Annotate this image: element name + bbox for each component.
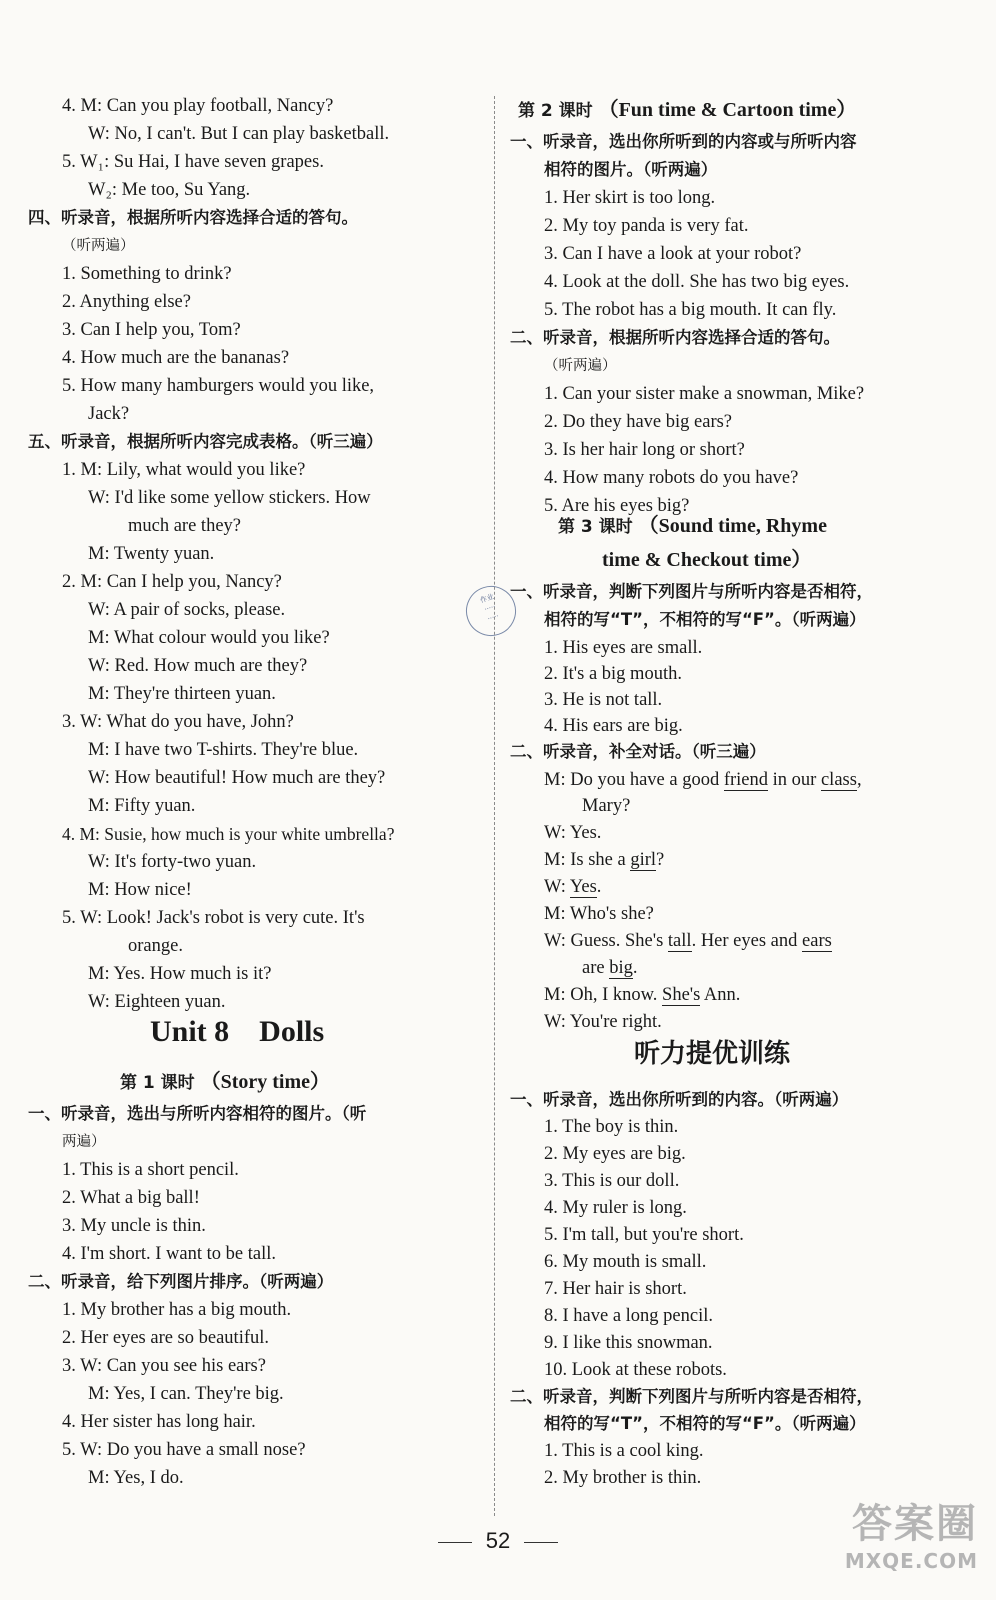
text-line: M: I have two T-shirts. They're blue. — [88, 740, 359, 760]
answer-blank: Yes — [569, 877, 597, 897]
section-heading: 二、听录音，根据所听内容选择合适的答句。 — [510, 328, 840, 347]
text-line: 5. Are his eyes big? — [544, 496, 690, 516]
lesson-title: time & Checkout time） — [602, 549, 812, 571]
section-heading: 一、听录音，选出你所听到的内容或与所听内容 — [510, 132, 857, 151]
text-line: 9. I like this snowman. — [544, 1333, 713, 1353]
text-line: much are they? — [128, 516, 241, 536]
text-line: 5. The robot has a big mouth. It can fly. — [544, 300, 837, 320]
text-line: 3. Can I have a look at your robot? — [544, 244, 802, 264]
page-number-dash — [524, 1542, 558, 1543]
text-line: 2. Her eyes are so beautiful. — [62, 1328, 270, 1348]
text-line: 3. He is not tall. — [544, 690, 663, 710]
column-divider — [494, 96, 495, 1516]
lesson-heading — [518, 96, 856, 125]
text-line: 3. W: What do you have, John? — [62, 712, 294, 732]
text-line: 2. Anything else? — [62, 292, 191, 312]
section-heading: 相符的图片。（听两遍） — [544, 160, 718, 179]
dialog-line: Mary? — [582, 796, 631, 816]
text-line: 1. M: Lily, what would you like? — [62, 460, 306, 480]
text-line: M: Yes. How much is it? — [88, 964, 272, 984]
text-line: orange. — [128, 936, 183, 956]
watermark-url: MXQE.COM — [844, 1549, 978, 1573]
answer-blank: big — [609, 958, 633, 978]
section-heading: 一、听录音，选出与所听内容相符的图片。（听 — [28, 1104, 367, 1123]
lesson-title: （Sound time, Rhyme — [638, 515, 827, 537]
text-line: W₂: Me too, Su Yang. — [88, 180, 251, 200]
text-line: 2. M: Can I help you, Nancy? — [62, 572, 282, 592]
answer-blank: girl — [630, 850, 657, 870]
text-line: W: Eighteen yuan. — [88, 992, 226, 1012]
text-line: 3. W: Can you see his ears? — [62, 1356, 266, 1376]
text-line: M: They're thirteen yuan. — [88, 684, 276, 704]
section-heading: 四、听录音，根据所听内容选择合适的答句。 — [28, 208, 358, 227]
text-line: 5. I'm tall, but you're short. — [544, 1225, 744, 1245]
lesson-number: 第 2 课时 — [518, 101, 593, 121]
dialog-line: M: Who's she? — [544, 904, 654, 924]
text-line: 4. Look at the doll. She has two big eyes. — [544, 272, 850, 292]
text-line: W: It's forty-two yuan. — [88, 852, 257, 872]
lesson-title: （Story time） — [200, 1071, 331, 1093]
dialog-line: W: Yes. — [544, 823, 602, 843]
text-line: 2. It's a big mouth. — [544, 664, 682, 684]
text-line: 3. Can I help you, Tom? — [62, 320, 241, 340]
text-line: 4. How many robots do you have? — [544, 468, 799, 488]
text-line: 8. I have a long pencil. — [544, 1306, 714, 1326]
section-heading: 二、听录音，给下列图片排序。（听两遍） — [28, 1272, 334, 1291]
section-title: 听力提优训练 — [634, 1039, 791, 1069]
text-line: M: Twenty yuan. — [88, 544, 215, 564]
text-line: 3. This is our doll. — [544, 1171, 680, 1191]
text-line: 5. W₁: Su Hai, I have seven grapes. — [62, 152, 324, 172]
text-line: 1. The boy is thin. — [544, 1117, 679, 1137]
text-line: W: Red. How much are they? — [88, 656, 308, 676]
watermark-text: 答案圈 — [852, 1501, 978, 1547]
text-line: 3. My uncle is thin. — [62, 1216, 206, 1236]
text-line: M: Fifty yuan. — [88, 796, 196, 816]
dialog-line: W: Yes. — [544, 877, 602, 897]
page-number: 52 — [0, 1528, 996, 1554]
answer-blank: She's — [662, 985, 701, 1005]
section-heading: 五、听录音，根据所听内容完成表格。（听三遍） — [28, 432, 383, 451]
lesson-heading — [558, 512, 827, 541]
text-line: 4. I'm short. I want to be tall. — [62, 1244, 276, 1264]
dialog-line: M: Is she a girl? — [544, 850, 665, 870]
text-line: 1. Something to drink? — [62, 264, 232, 284]
section-heading: 一、听录音，选出你所听到的内容。（听两遍） — [510, 1090, 849, 1109]
answer-blank: class — [820, 770, 857, 790]
unit-title: Unit 8 Dolls — [150, 1015, 325, 1048]
text-line: 4. How much are the bananas? — [62, 348, 290, 368]
text-line: 4. Her sister has long hair. — [62, 1412, 256, 1432]
text-line: 两遍） — [62, 1134, 106, 1150]
watermark-logo — [845, 1492, 978, 1573]
text-line: 2. My toy panda is very fat. — [544, 216, 749, 236]
text-line: W: A pair of socks, please. — [88, 600, 286, 620]
text-line: W: How beautiful! How much are they? — [88, 768, 386, 788]
section-heading: 相符的写“T”，不相符的写“F”。（听两遍） — [544, 1414, 866, 1433]
section-heading: 一、听录音，判断下列图片与所听内容是否相符， — [510, 582, 873, 601]
text-line: （听两遍） — [62, 238, 135, 254]
section-heading: 二、听录音，补全对话。（听三遍） — [510, 742, 766, 761]
text-line: M: Yes, I do. — [88, 1468, 184, 1488]
text-line: W: I'd like some yellow stickers. How — [88, 488, 371, 508]
dialog-line: are big. — [582, 958, 638, 978]
dialog-line: M: Oh, I know. She's Ann. — [544, 985, 741, 1005]
section-heading: 相符的写“T”，不相符的写“F”。（听两遍） — [544, 610, 866, 629]
lesson-heading-cont — [602, 546, 811, 575]
lesson-title: （Fun time & Cartoon time） — [598, 99, 857, 121]
answer-blank: ears — [802, 931, 832, 951]
text-line: W: No, I can't. But I can play basketball. — [88, 124, 390, 144]
text-line: 2. My eyes are big. — [544, 1144, 686, 1164]
text-line: 1. Her skirt is too long. — [544, 188, 716, 208]
stamp-seal: 作业 ····· ····· — [459, 579, 522, 642]
text-line: （听两遍） — [544, 358, 617, 374]
text-line: 10. Look at these robots. — [544, 1360, 727, 1380]
text-line: 2. My brother is thin. — [544, 1468, 702, 1488]
section-heading: 二、听录音，判断下列图片与所听内容是否相符， — [510, 1387, 873, 1406]
text-line: M: How nice! — [88, 880, 192, 900]
text-line: 6. My mouth is small. — [544, 1252, 707, 1272]
text-line: M: What colour would you like? — [88, 628, 330, 648]
lesson-heading — [120, 1068, 330, 1097]
answer-blank: friend — [723, 770, 769, 790]
text-line: 1. This is a short pencil. — [62, 1160, 239, 1180]
lesson-number: 第 1 课时 — [120, 1073, 195, 1093]
text-line: 3. Is her hair long or short? — [544, 440, 745, 460]
text-line: 2. Do they have big ears? — [544, 412, 733, 432]
lesson-number: 第 3 课时 — [558, 517, 633, 537]
text-line: 1. This is a cool king. — [544, 1441, 704, 1461]
text-line: 1. My brother has a big mouth. — [62, 1300, 292, 1320]
text-line: 5. W: Look! Jack's robot is very cute. It's — [62, 908, 365, 928]
text-line: Jack? — [88, 404, 130, 424]
text-line: 4. His ears are big. — [544, 716, 683, 736]
text-line: 5. W: Do you have a small nose? — [62, 1440, 306, 1460]
text-line: 5. How many hamburgers would you like, — [62, 376, 375, 396]
text-line: 4. M: Susie, how much is your white umbrella? — [62, 824, 395, 844]
text-line: 4. My ruler is long. — [544, 1198, 687, 1218]
text-line: 7. Her hair is short. — [544, 1279, 687, 1299]
dialog-line: M: Do you have a good friend in our class, — [544, 770, 862, 790]
text-line: M: Yes, I can. They're big. — [88, 1384, 284, 1404]
page-number-dash — [438, 1542, 472, 1543]
text-line: 4. M: Can you play football, Nancy? — [62, 96, 334, 116]
text-line: 2. What a big ball! — [62, 1188, 200, 1208]
text-line: 1. His eyes are small. — [544, 638, 703, 658]
dialog-line: W: Guess. She's tall. Her eyes and ears — [544, 931, 832, 951]
text-line: 1. Can your sister make a snowman, Mike? — [544, 384, 865, 404]
answer-blank: tall — [667, 931, 692, 951]
dialog-line: W: You're right. — [544, 1012, 662, 1032]
